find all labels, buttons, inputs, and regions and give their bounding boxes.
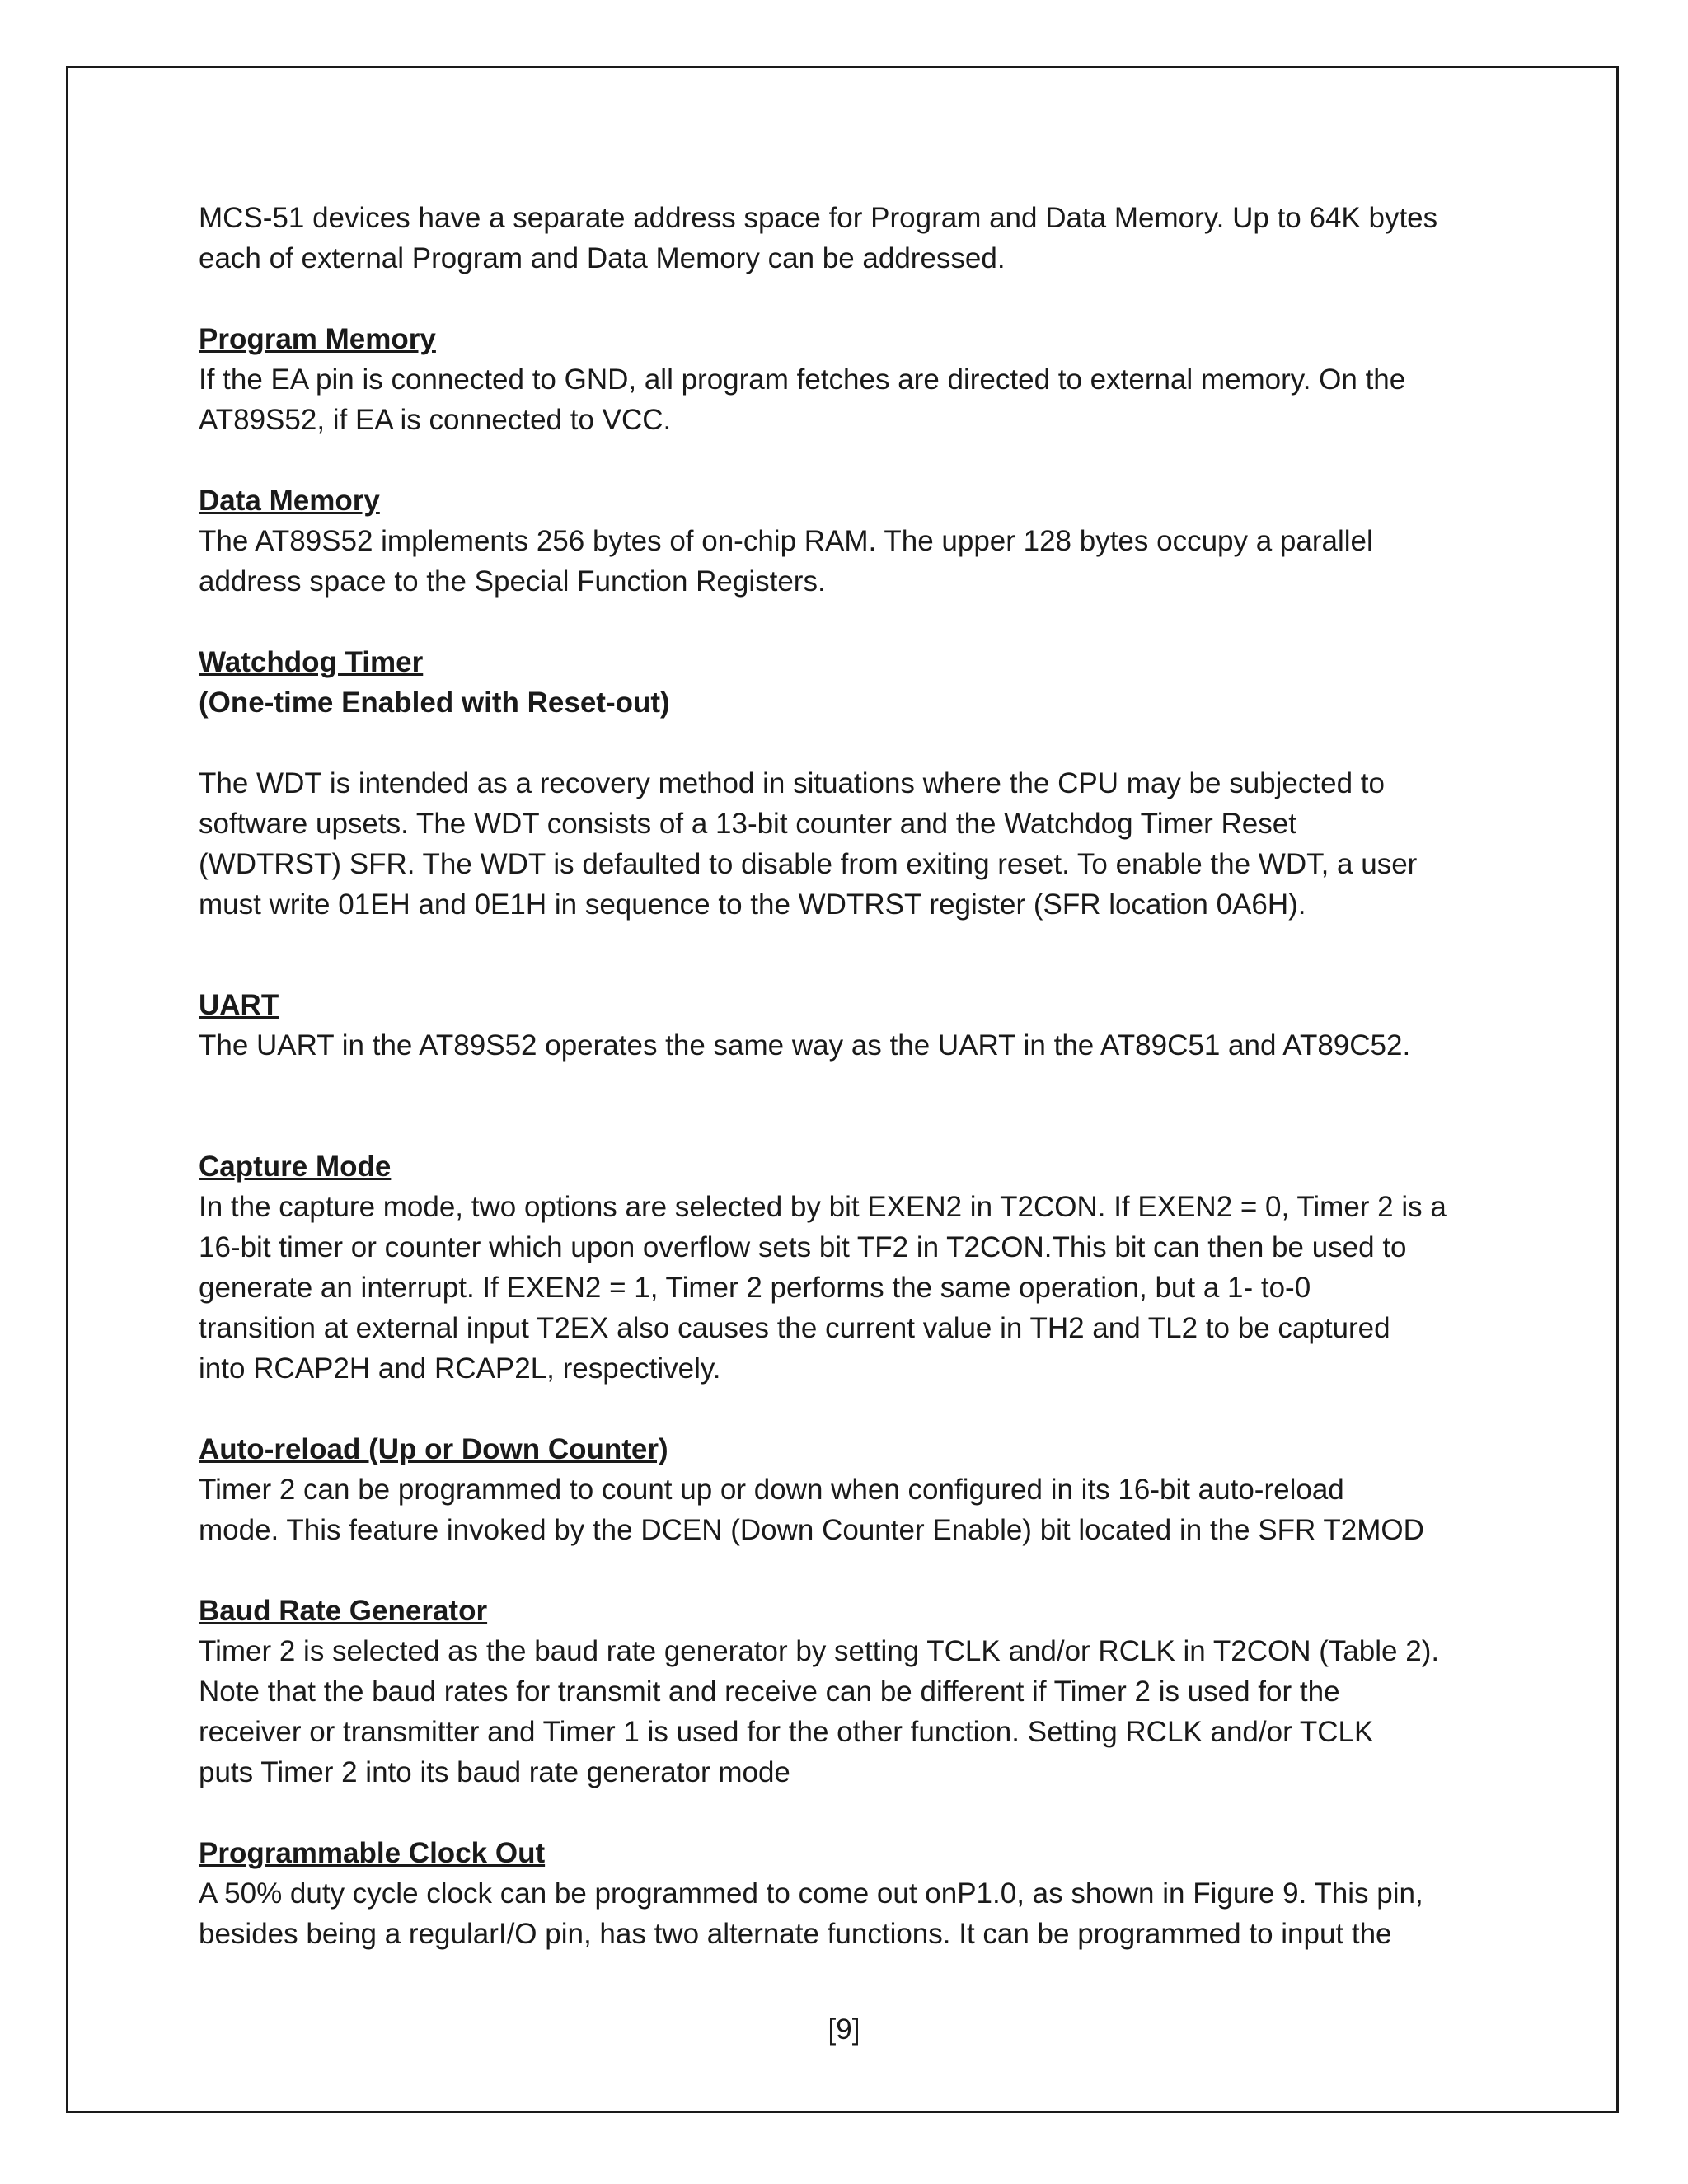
- body-line: In the capture mode, two options are selected by bit EXEN2 in T2CON. If EXEN2 = 0, Timer 2 is a: [199, 1191, 1447, 1223]
- watchdog-section: [199, 642, 1517, 925]
- body-line: mode. This feature invoked by the DCEN (Down Counter Enable) bit located in the SFR T2MOD: [199, 1514, 1424, 1546]
- section-heading: Data Memory: [199, 485, 380, 517]
- body-line: Timer 2 is selected as the baud rate generator by setting TCLK and/or RCLK in T2CON (Table 2).: [199, 1635, 1440, 1667]
- capture-mode-section: [199, 1146, 1517, 1389]
- program-memory-section: [199, 319, 1517, 440]
- section-heading: Capture Mode: [199, 1151, 392, 1183]
- document-body: [199, 198, 1517, 1954]
- section-heading: Programmable Clock Out: [199, 1837, 546, 1869]
- body-line: AT89S52, if EA is connected to VCC.: [199, 404, 672, 436]
- page-number: [9]: [828, 2013, 860, 2046]
- baud-rate-section: [199, 1591, 1517, 1793]
- body-line: The WDT is intended as a recovery method in situations where the CPU may be subjected to: [199, 767, 1385, 799]
- intro-section: [199, 198, 1517, 279]
- body-line: (WDTRST) SFR. The WDT is defaulted to disable from exiting reset. To enable the WDT, a user: [199, 848, 1418, 880]
- intro-line: each of external Program and Data Memory can be addressed.: [199, 242, 1006, 274]
- body-line: into RCAP2H and RCAP2L, respectively.: [199, 1352, 721, 1385]
- body-line: 16-bit timer or counter which upon overflow sets bit TF2 in T2CON.This bit can then be used to: [199, 1231, 1407, 1263]
- uart-section: [199, 985, 1517, 1066]
- body-line: The UART in the AT89S52 operates the same way as the UART in the AT89C51 and AT89C52.: [199, 1029, 1411, 1062]
- body-line: besides being a regularI/O pin, has two alternate functions. It can be programmed to input the: [199, 1918, 1392, 1950]
- body-line: The AT89S52 implements 256 bytes of on-chip RAM. The upper 128 bytes occupy a parallel: [199, 525, 1373, 557]
- section-heading: UART: [199, 989, 279, 1021]
- body-line: software upsets. The WDT consists of a 13-bit counter and the Watchdog Timer Reset: [199, 808, 1296, 840]
- body-line: receiver or transmitter and Timer 1 is used for the other function. Setting RCLK and/or TCLK: [199, 1716, 1374, 1748]
- body-line: A 50% duty cycle clock can be programmed to come out onP1.0, as shown in Figure 9. This pin,: [199, 1877, 1423, 1910]
- section-heading: Auto-reload (Up or Down Counter): [199, 1433, 668, 1465]
- intro-line: MCS-51 devices have a separate address space for Program and Data Memory. Up to 64K bytes: [199, 202, 1438, 234]
- section-subheading: (One-time Enabled with Reset-out): [199, 687, 670, 719]
- body-line: Note that the baud rates for transmit and receive can be different if Timer 2 is used for the: [199, 1675, 1340, 1708]
- clock-out-section: [199, 1833, 1517, 1954]
- body-line: transition at external input T2EX also causes the current value in TH2 and TL2 to be captured: [199, 1312, 1390, 1344]
- data-memory-section: [199, 480, 1517, 602]
- auto-reload-section: [199, 1429, 1517, 1550]
- body-line: address space to the Special Function Registers.: [199, 565, 826, 598]
- body-line: If the EA pin is connected to GND, all program fetches are directed to external memory. On the: [199, 363, 1406, 396]
- body-line: generate an interrupt. If EXEN2 = 1, Timer 2 performs the same operation, but a 1- to-0: [199, 1272, 1311, 1304]
- section-heading: Baud Rate Generator: [199, 1595, 488, 1627]
- body-line: must write 01EH and 0E1H in sequence to the WDTRST register (SFR location 0A6H).: [199, 888, 1306, 921]
- body-line: puts Timer 2 into its baud rate generator mode: [199, 1756, 790, 1788]
- body-line: Timer 2 can be programmed to count up or down when configured in its 16-bit auto-reload: [199, 1474, 1344, 1506]
- section-heading: Watchdog Timer: [199, 646, 424, 678]
- section-heading: Program Memory: [199, 323, 436, 355]
